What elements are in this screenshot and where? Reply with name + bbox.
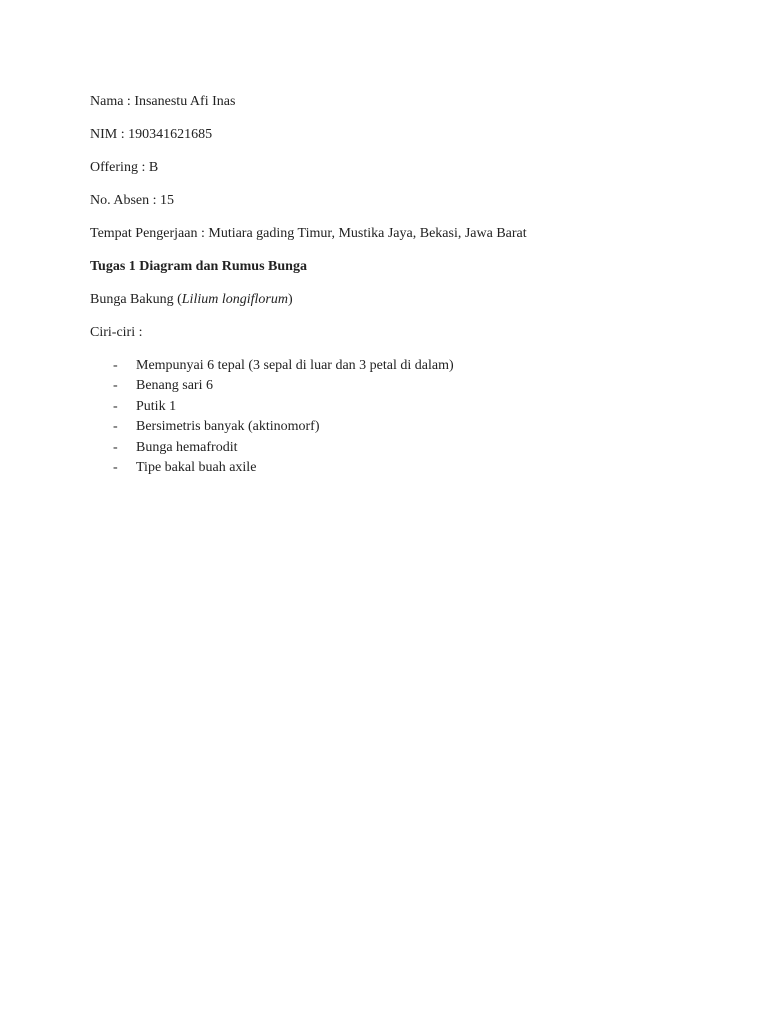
bullet-dash: -	[113, 439, 118, 455]
list-item-text: Benang sari 6	[136, 378, 213, 394]
bullet-dash: -	[113, 460, 118, 476]
list-item	[90, 376, 730, 396]
list-item-text: Putik 1	[136, 398, 177, 414]
flower-scientific-name: Lilium longiflorum	[181, 292, 288, 307]
list-item	[90, 356, 730, 376]
list-item-text: Mempunyai 6 tepal (3 sepal di luar dan 3 petal di dalam)	[136, 358, 454, 373]
traits-label: Ciri-ciri :	[90, 325, 143, 340]
traits-list	[90, 356, 730, 478]
bullet-dash: -	[113, 378, 118, 394]
flower-name	[90, 291, 730, 309]
offering: Offering : B	[90, 160, 159, 175]
attendance-number: No. Absen : 15	[90, 193, 174, 208]
list-item-text: Bunga hemafrodit	[136, 439, 238, 455]
list-item	[90, 417, 730, 437]
student-name: Nama : Insanestu Afi Inas	[90, 94, 236, 109]
list-item-text: Tipe bakal buah axile	[136, 460, 257, 476]
flower-name-prefix: Bunga Bakung (	[90, 292, 182, 307]
document-body	[90, 93, 730, 478]
flower-name-suffix: )	[287, 292, 293, 307]
list-item	[90, 438, 730, 458]
student-nim: NIM : 190341621685	[90, 127, 213, 142]
list-item	[90, 458, 730, 478]
work-location: Tempat Pengerjaan : Mutiara gading Timur, Mustika Jaya, Bekasi, Jawa Barat	[90, 226, 527, 241]
bullet-dash: -	[113, 358, 118, 373]
bullet-dash: -	[113, 398, 118, 414]
bullet-dash: -	[113, 419, 118, 435]
task-title: Tugas 1 Diagram dan Rumus Bunga	[90, 259, 307, 274]
list-item	[90, 397, 730, 417]
list-item-text: Bersimetris banyak (aktinomorf)	[136, 419, 320, 435]
